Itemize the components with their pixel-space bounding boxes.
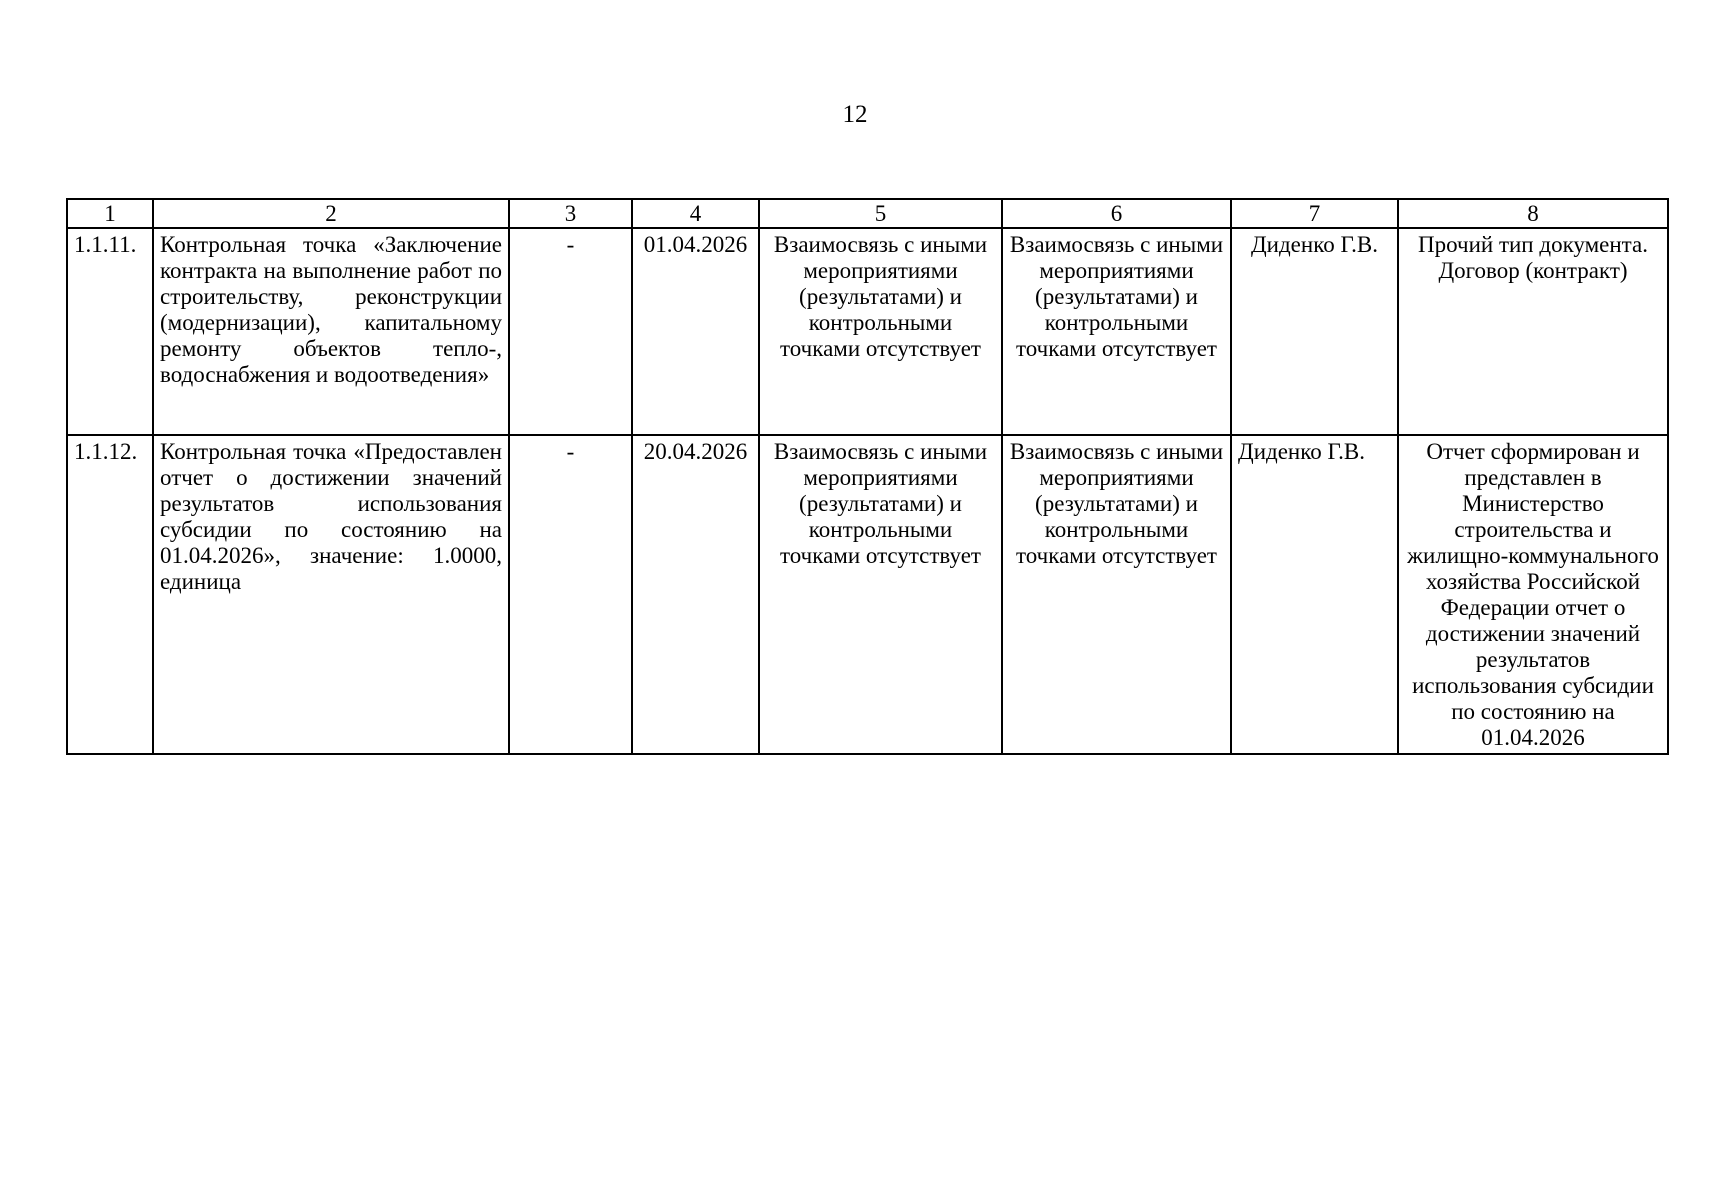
row-number: 1.1.12. bbox=[67, 435, 153, 754]
table-row bbox=[67, 435, 1668, 754]
deadline-date: 20.04.2026 bbox=[632, 435, 759, 754]
control-point-name: Контрольная точка «Заключение контракта на выполнение работ по строительству, реконструкции (модернизации), капитальному ремонту объектов тепло-, водоснабжения и водоотведения» bbox=[153, 228, 509, 435]
deadline-date: 01.04.2026 bbox=[632, 228, 759, 435]
column-3-value: - bbox=[509, 435, 632, 754]
document-type: Отчет сформирован и представлен в Министерство строительства и жилищно-коммунального хозяйства Российской Федерации отчет о достижении значений результатов использования субсидии по состоянию на 01.04.2026 bbox=[1398, 435, 1668, 754]
responsible-person: Диденко Г.В. bbox=[1231, 435, 1398, 754]
table-row bbox=[67, 228, 1668, 435]
column-header: 8 bbox=[1398, 199, 1668, 228]
column-header: 1 bbox=[67, 199, 153, 228]
column-header: 4 bbox=[632, 199, 759, 228]
control-points-table bbox=[66, 198, 1669, 755]
page-number: 12 bbox=[842, 101, 868, 128]
control-point-name: Контрольная точка «Предоставлен отчет о достижении значений результатов использования субсидии по состоянию на 01.04.2026», значение: 1.0000, единица bbox=[153, 435, 509, 754]
relation-text: Взаимосвязь с иными мероприятиями (результатами) и контрольными точками отсутствует bbox=[759, 228, 1002, 435]
column-header: 6 bbox=[1002, 199, 1231, 228]
responsible-person: Диденко Г.В. bbox=[1231, 228, 1398, 435]
column-header: 5 bbox=[759, 199, 1002, 228]
document-type: Прочий тип документа. Договор (контракт) bbox=[1398, 228, 1668, 435]
table-header-row bbox=[67, 199, 1668, 228]
column-3-value: - bbox=[509, 228, 632, 435]
column-header: 7 bbox=[1231, 199, 1398, 228]
relation-text: Взаимосвязь с иными мероприятиями (результатами) и контрольными точками отсутствует bbox=[1002, 228, 1231, 435]
row-number: 1.1.11. bbox=[67, 228, 153, 435]
relation-text: Взаимосвязь с иными мероприятиями (результатами) и контрольными точками отсутствует bbox=[759, 435, 1002, 754]
column-header: 2 bbox=[153, 199, 509, 228]
relation-text: Взаимосвязь с иными мероприятиями (результатами) и контрольными точками отсутствует bbox=[1002, 435, 1231, 754]
column-header: 3 bbox=[509, 199, 632, 228]
